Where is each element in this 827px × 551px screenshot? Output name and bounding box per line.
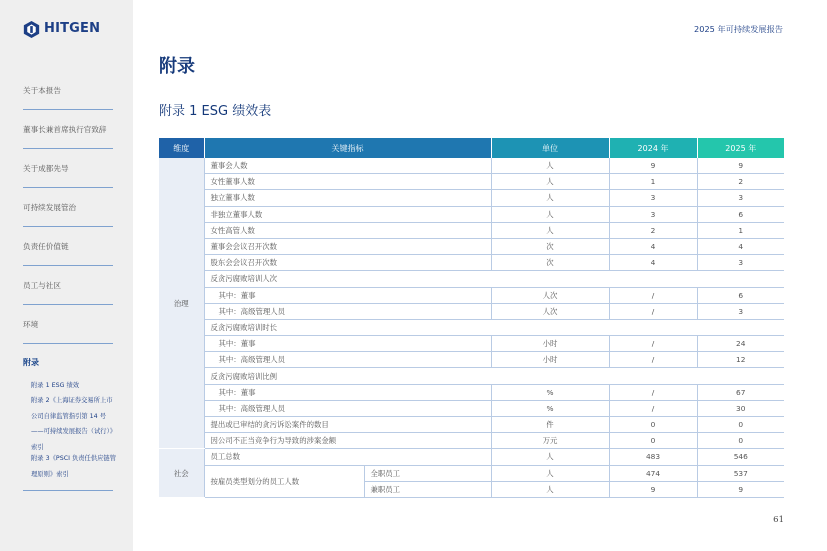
report-title: 2025 年可持续发展报告 <box>694 24 783 34</box>
esg-performance-table <box>159 138 784 498</box>
unit-cell: 万元 <box>491 433 609 449</box>
value-2025-cell: 4 <box>697 238 784 254</box>
indicator-cell: 其中：高级管理人员 <box>204 400 491 416</box>
unit-cell: 人 <box>491 190 609 206</box>
nav-item-governance[interactable]: 可持续发展管治 <box>23 203 77 212</box>
value-2024-cell: / <box>609 400 697 416</box>
indicator-cell: 独立董事人数 <box>204 190 491 206</box>
header-unit: 单位 <box>491 138 609 158</box>
unit-cell: 人次 <box>491 303 609 319</box>
unit-cell: % <box>491 384 609 400</box>
nav-item-about-company[interactable]: 关于成都先导 <box>23 164 69 173</box>
nav-item-value-chain[interactable]: 负责任价值链 <box>23 242 69 251</box>
sidebar <box>0 0 133 551</box>
nav-divider <box>23 304 113 305</box>
value-2025-cell: 9 <box>697 158 784 174</box>
value-2024-cell: 0 <box>609 433 697 449</box>
unit-cell: 人 <box>491 481 609 497</box>
nav-divider <box>23 109 113 110</box>
indicator-cell: 女性高管人数 <box>204 222 491 238</box>
nav-divider <box>23 343 113 344</box>
indicator-group-cell: 反贪污腐败培训人次 <box>204 271 784 287</box>
indicator-cell: 其中：董事 <box>204 336 491 352</box>
table-body <box>159 158 784 497</box>
unit-cell: 次 <box>491 255 609 271</box>
nav-divider <box>23 148 113 149</box>
nav-item-environment[interactable]: 环境 <box>23 320 39 329</box>
unit-cell: 件 <box>491 417 609 433</box>
indicator-cell: 提出或已审结的贪污诉讼案件的数目 <box>204 417 491 433</box>
value-2025-cell: 546 <box>697 449 784 465</box>
table-row <box>159 449 784 465</box>
indicator-cell: 股东会会议召开次数 <box>204 255 491 271</box>
table-row <box>159 319 784 335</box>
value-2024-cell: 474 <box>609 465 697 481</box>
unit-cell: 小时 <box>491 352 609 368</box>
table-row <box>159 384 784 400</box>
unit-cell: 人 <box>491 222 609 238</box>
indicator-cell: 非独立董事人数 <box>204 206 491 222</box>
dimension-governance: 治理 <box>159 158 204 449</box>
unit-cell: 人 <box>491 174 609 190</box>
value-2024-cell: 483 <box>609 449 697 465</box>
value-2025-cell: 12 <box>697 352 784 368</box>
value-2024-cell: / <box>609 384 697 400</box>
nav-item-employees-community[interactable]: 员工与社区 <box>23 281 61 290</box>
indicator-by-type-cell: 按雇员类型划分的员工人数 <box>204 465 364 497</box>
table-row <box>159 400 784 416</box>
unit-cell: 人次 <box>491 287 609 303</box>
value-2024-cell: 9 <box>609 481 697 497</box>
indicator-cell: 其中：董事 <box>204 384 491 400</box>
indicator-cell: 员工总数 <box>204 449 491 465</box>
table-row <box>159 433 784 449</box>
table-row <box>159 303 784 319</box>
page-title: 附录 <box>159 56 195 77</box>
value-2024-cell: / <box>609 352 697 368</box>
table-row <box>159 271 784 287</box>
value-2025-cell: 0 <box>697 433 784 449</box>
value-2025-cell: 67 <box>697 384 784 400</box>
unit-cell: 人 <box>491 465 609 481</box>
table-row <box>159 465 784 481</box>
nav-subitem-sse-guideline-index[interactable]: 附录 2《上海证券交易所上市公司自律监管指引第 14 号——可持续发展报告（试行）》索引 <box>31 397 117 451</box>
value-2024-cell: / <box>609 287 697 303</box>
unit-cell: 次 <box>491 238 609 254</box>
indicator-cell: 其中：高级管理人员 <box>204 352 491 368</box>
indicator-group-cell: 反贪污腐败培训比例 <box>204 368 784 384</box>
table-row <box>159 336 784 352</box>
table-header-row <box>159 138 784 158</box>
value-2024-cell: 4 <box>609 238 697 254</box>
header-year-2024: 2024 年 <box>609 138 697 158</box>
value-2024-cell: 2 <box>609 222 697 238</box>
unit-cell: % <box>491 400 609 416</box>
value-2024-cell: 4 <box>609 255 697 271</box>
indicator-cell: 董事会人数 <box>204 158 491 174</box>
table-row <box>159 174 784 190</box>
unit-cell: 小时 <box>491 336 609 352</box>
unit-cell: 人 <box>491 158 609 174</box>
unit-cell: 人 <box>491 206 609 222</box>
value-2024-cell: 0 <box>609 417 697 433</box>
value-2024-cell: 3 <box>609 190 697 206</box>
indicator-cell: 董事会会议召开次数 <box>204 238 491 254</box>
page-number: 61 <box>773 515 784 525</box>
hitgen-logo-mark-icon <box>23 21 40 38</box>
section-title: 附录 1 ESG 绩效表 <box>159 104 272 119</box>
indicator-group-cell: 反贪污腐败培训时长 <box>204 319 784 335</box>
value-2025-cell: 3 <box>697 255 784 271</box>
value-2025-cell: 3 <box>697 303 784 319</box>
value-2024-cell: 3 <box>609 206 697 222</box>
unit-cell: 人 <box>491 449 609 465</box>
nav-divider <box>23 490 113 491</box>
value-2024-cell: / <box>609 303 697 319</box>
value-2025-cell: 30 <box>697 400 784 416</box>
value-2024-cell: 9 <box>609 158 697 174</box>
table-row <box>159 417 784 433</box>
nav-subitem-psci-index[interactable]: 附录 3《PSCI 负责任供应链管理原则》索引 <box>31 455 117 478</box>
indicator-cell: 其中：董事 <box>204 287 491 303</box>
nav-divider <box>23 265 113 266</box>
header-key-indicator: 关键指标 <box>204 138 491 158</box>
nav-item-appendix[interactable]: 附录 <box>23 358 39 367</box>
table-row <box>159 206 784 222</box>
value-2025-cell: 0 <box>697 417 784 433</box>
dimension-social: 社会 <box>159 449 204 498</box>
value-2025-cell: 24 <box>697 336 784 352</box>
value-2025-cell: 9 <box>697 481 784 497</box>
table-row <box>159 368 784 384</box>
table-row <box>159 158 784 174</box>
value-2025-cell: 537 <box>697 465 784 481</box>
employee-type-cell: 全职员工 <box>364 465 491 481</box>
table-row <box>159 352 784 368</box>
employee-type-cell: 兼职员工 <box>364 481 491 497</box>
value-2025-cell: 1 <box>697 222 784 238</box>
header-year-2025: 2025 年 <box>697 138 784 158</box>
value-2024-cell: / <box>609 336 697 352</box>
value-2025-cell: 6 <box>697 206 784 222</box>
nav-item-chairman-message[interactable]: 董事长兼首席执行官致辞 <box>23 125 107 134</box>
nav-item-about-report[interactable]: 关于本报告 <box>23 86 61 95</box>
value-2025-cell: 3 <box>697 190 784 206</box>
table-row <box>159 255 784 271</box>
table-row <box>159 238 784 254</box>
table-row <box>159 190 784 206</box>
hitgen-logo[interactable] <box>23 19 100 39</box>
table-row <box>159 222 784 238</box>
nav-divider <box>23 226 113 227</box>
value-2024-cell: 1 <box>609 174 697 190</box>
indicator-cell: 其中：高级管理人员 <box>204 303 491 319</box>
brand-name: HITGEN <box>44 21 101 36</box>
indicator-cell: 女性董事人数 <box>204 174 491 190</box>
table-row <box>159 287 784 303</box>
header-dimension: 维度 <box>159 138 204 158</box>
value-2025-cell: 6 <box>697 287 784 303</box>
indicator-cell: 因公司不正当竞争行为导致的涉案金额 <box>204 433 491 449</box>
nav-divider <box>23 187 113 188</box>
value-2025-cell: 2 <box>697 174 784 190</box>
nav-subitem-esg-performance[interactable]: 附录 1 ESG 绩效 <box>31 382 80 389</box>
